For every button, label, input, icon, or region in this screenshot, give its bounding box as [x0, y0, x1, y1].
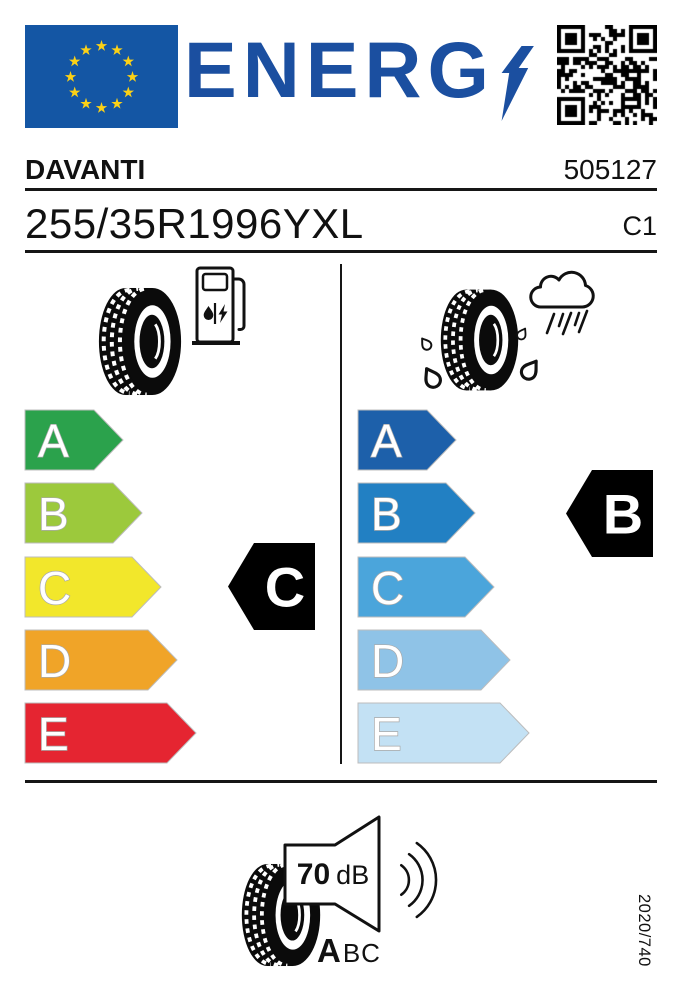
noise-value: 70 [296, 858, 331, 891]
fuel-efficiency-grade-B-arrow [25, 483, 142, 543]
fuel-efficiency-scale [25, 410, 235, 765]
tyre-size-designation: 255/35R1996YXL [25, 200, 364, 247]
wet-grip-scale [358, 410, 568, 765]
wet-grip-grade-letter: B [371, 488, 402, 540]
fuel-efficiency-grade-letter: D [38, 635, 72, 687]
brand-name: DAVANTI [25, 154, 146, 185]
eu-flag-icon [25, 25, 178, 128]
product-code: 505127 [563, 154, 657, 185]
wet-grip-grade-E-arrow [358, 703, 529, 763]
water-splash-icon [416, 312, 546, 407]
fuel-efficiency-grade-letter: E [38, 708, 69, 760]
wet-grip-grade-letter: D [371, 635, 405, 687]
fuel-efficiency-grade-C-arrow [25, 557, 161, 617]
fuel-efficiency-grade-letter: A [38, 415, 69, 467]
noise-value-box [289, 858, 377, 892]
fuel-tire-icon [97, 286, 183, 397]
noise-class-rating: A [317, 932, 341, 969]
wet-grip-rating-arrow [566, 470, 653, 557]
wet-grip-grade-B-arrow [358, 483, 475, 543]
divider-line-1 [25, 188, 657, 191]
noise-class-others: BC [342, 938, 381, 968]
wet-grip-grade-D-arrow [358, 630, 510, 690]
tyre-class: C1 [622, 211, 657, 241]
divider-line-2 [25, 250, 657, 253]
fuel-efficiency-grade-letter: B [38, 488, 69, 540]
fuel-efficiency-grade-E-arrow [25, 703, 196, 763]
column-divider [340, 264, 342, 764]
fuel-efficiency-rating-arrow-letter: C [264, 555, 306, 619]
noise-class-group [317, 934, 381, 970]
wet-grip-grade-letter: C [371, 562, 405, 614]
noise-unit: dB [336, 860, 370, 890]
fuel-efficiency-rating-arrow [228, 543, 315, 630]
energ-logo-text: ENERG [184, 25, 495, 114]
wet-grip-rating-arrow-letter: B [602, 482, 644, 546]
lightning-bolt-icon [494, 46, 536, 121]
fuel-efficiency-grade-D-arrow [25, 630, 177, 690]
wet-grip-grade-letter: A [371, 415, 402, 467]
divider-line-3 [25, 780, 657, 783]
wet-grip-grade-letter: E [371, 708, 402, 760]
fuel-efficiency-grade-letter: C [38, 562, 72, 614]
regulation-number: 2020/740 [635, 894, 653, 967]
fuel-pump-icon [192, 266, 250, 348]
wet-grip-grade-A-arrow [358, 410, 456, 470]
wet-grip-grade-C-arrow [358, 557, 494, 617]
sound-waves-icon [391, 832, 449, 928]
qr-code [557, 25, 657, 125]
fuel-efficiency-grade-A-arrow [25, 410, 123, 470]
